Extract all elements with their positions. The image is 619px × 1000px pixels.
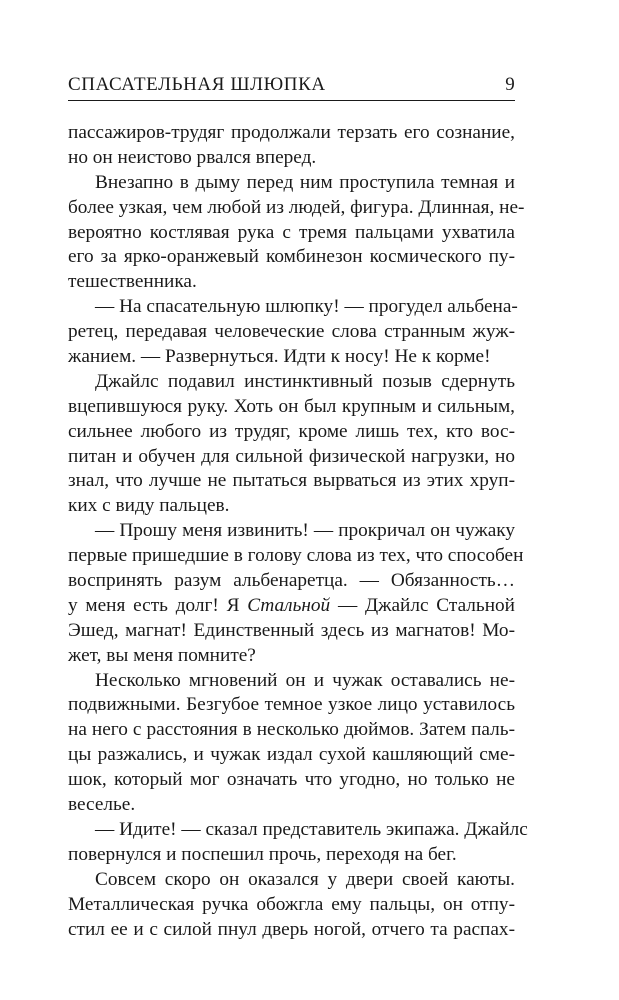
text-line: — Прошу меня извинить! — прокричал он чужаку	[95, 520, 515, 542]
text-line: повернулся и поспешил прочь, переходя на бег.	[68, 843, 457, 865]
text-line	[68, 594, 515, 619]
text-line: первые пришедшие в голову слова из тех, что способен	[68, 545, 524, 567]
page-number: 9	[505, 74, 515, 95]
running-header	[68, 74, 515, 101]
text-line: более узкая, чем любой из людей, фигура. Длинная, не-	[68, 196, 525, 218]
italic-name: Стальной	[247, 594, 331, 616]
text-segment: — Джайлс Стальной	[330, 594, 515, 616]
text-line: Металлическая ручка обожгла ему пальцы, он отпу-	[68, 893, 515, 915]
text-line: ретец, передавая человеческие слова странным жуж-	[68, 321, 515, 343]
text-line: его за ярко-оранжевый комбинезон космического пу-	[68, 246, 515, 268]
text-line: Совсем скоро он оказался у двери своей каюты.	[95, 868, 515, 890]
text-line: питан и обучен для сильной физической нагрузки, но	[68, 445, 515, 467]
text-line: — Идите! — сказал представитель экипажа. Джайлс	[95, 818, 528, 840]
text-line: жанием. — Развернуться. Идти к носу! Не к корме!	[68, 346, 491, 368]
text-line: на него с расстояния в несколько дюймов. Затем паль-	[68, 719, 515, 741]
text-line: вцепившуюся руку. Хоть он был крупным и сильным,	[68, 395, 515, 417]
text-line: но он неистово рвался вперед.	[68, 146, 317, 168]
text-line: цы разжались, и чужак издал сухой кашляющий сме-	[68, 744, 515, 766]
text-line: пассажиров-трудяг продолжали терзать его сознание,	[68, 122, 515, 143]
text-line: воспринять разум альбенаретца. — Обязанность…	[68, 570, 515, 592]
text-line: веселье.	[68, 794, 136, 816]
text-line: Внезапно в дыму перед ним проступила темная и	[95, 171, 515, 193]
text-line: подвижными. Безгубое темное узкое лицо уставилось	[68, 694, 515, 716]
body-text	[68, 121, 528, 942]
text-line: Несколько мгновений он и чужак оставались не-	[95, 669, 515, 691]
book-page	[68, 74, 528, 942]
text-line: знал, что лучше не пытаться вырваться из этих хруп-	[68, 470, 515, 492]
running-header-title: СПАСАТЕЛЬНАЯ ШЛЮПКА	[68, 74, 326, 95]
text-line: сильнее любого из трудяг, кроме лишь тех, кто вос-	[68, 420, 515, 442]
text-line: ких с виду пальцев.	[68, 495, 230, 517]
text-line: тешественника.	[68, 271, 197, 293]
text-line: жет, вы меня помните?	[68, 644, 256, 666]
text-line: вероятно костлявая рука с тремя пальцами ухватила	[68, 221, 515, 243]
text-line: шок, который мог означать что угодно, но только не	[68, 769, 515, 791]
text-line: — На спасательную шлюпку! — прогудел альбена-	[95, 296, 518, 318]
text-line: Джайлс подавил инстинктивный позыв сдернуть	[95, 370, 515, 392]
text-line: стил ее и с силой пнул дверь ногой, отчего та распах-	[68, 918, 515, 940]
text-line: Эшед, магнат! Единственный здесь из магнатов! Мо-	[68, 619, 515, 641]
text-segment: у меня есть долг! Я	[68, 594, 248, 616]
